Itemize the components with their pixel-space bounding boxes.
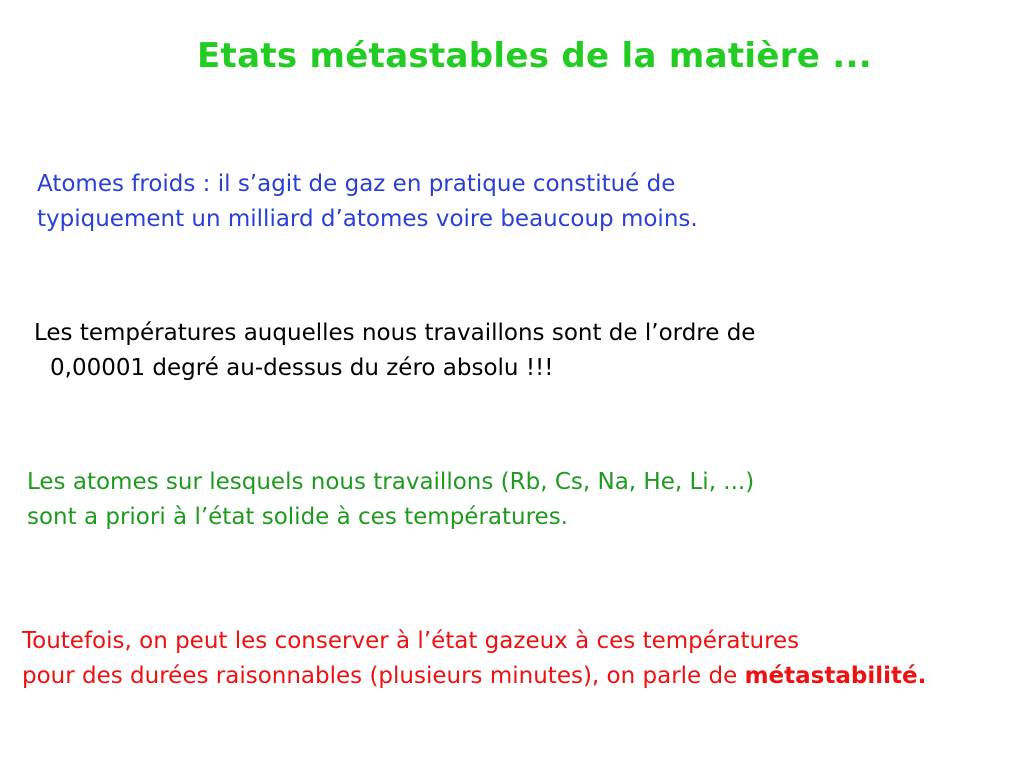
paragraph-cold-atoms <box>37 167 698 237</box>
paragraph-temperatures <box>34 316 755 386</box>
metastability-line-2-text: pour des durées raisonnables (plusieurs minutes), on parle de <box>22 663 745 689</box>
paragraph-metastability <box>22 624 926 694</box>
slide-title: Etats métastables de la matière ... <box>197 36 872 76</box>
paragraph-atoms-used <box>27 465 754 535</box>
temperatures-line-1: Les températures auquelles nous travaillons sont de l’ordre de <box>34 320 756 346</box>
cold-atoms-line-2: typiquement un milliard d’atomes voire beaucoup moins. <box>37 206 698 232</box>
cold-atoms-line-1: Atomes froids : il s’agit de gaz en pratique constitué de <box>37 171 676 197</box>
atoms-used-line-1: Les atomes sur lesquels nous travaillons (Rb, Cs, Na, He, Li, ...) <box>27 469 755 495</box>
atoms-used-line-2: sont a priori à l’état solide à ces températures. <box>27 504 568 530</box>
metastability-emphasis: métastabilité. <box>744 663 927 689</box>
metastability-line-1: Toutefois, on peut les conserver à l’état gazeux à ces températures <box>22 628 800 654</box>
temperatures-line-2: 0,00001 degré au-dessus du zéro absolu !!! <box>50 355 554 381</box>
metastability-line-2 <box>22 659 926 694</box>
